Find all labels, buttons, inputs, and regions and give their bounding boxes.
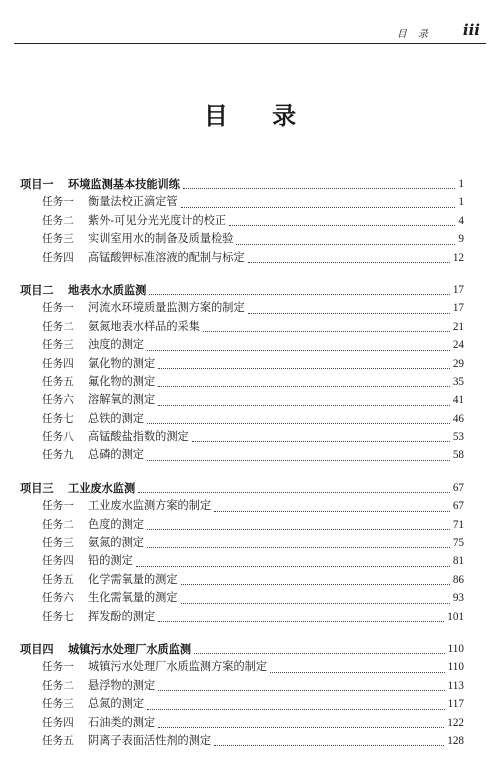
- dot-leader: [147, 529, 450, 530]
- task-number: 任务五: [42, 375, 74, 388]
- dot-leader: [147, 460, 450, 461]
- task-title: 高锰酸盐指数的测定: [88, 430, 189, 444]
- dot-leader: [236, 244, 455, 245]
- toc-entry-lead: [42, 732, 211, 750]
- toc-task-entry[interactable]: [20, 589, 464, 607]
- page-number: 41: [452, 394, 464, 407]
- toc-entry-lead: [20, 175, 180, 194]
- page-number: 71: [452, 518, 464, 531]
- task-title: 总铁的测定: [88, 411, 144, 425]
- task-title: 氟化物的测定: [88, 374, 156, 388]
- task-title: 色度的测定: [88, 517, 144, 531]
- task-title: 高锰酸钾标准溶液的配制与标定: [88, 250, 245, 264]
- toc-entry-lead: [42, 534, 144, 552]
- task-number: 任务二: [42, 679, 74, 692]
- page-number: 101: [447, 610, 464, 623]
- task-title: 挥发酚的测定: [88, 609, 156, 623]
- task-number: 任务一: [42, 500, 74, 513]
- toc-entry-lead: [42, 391, 155, 409]
- project-title: 城镇污水处理厂水质监测: [68, 641, 192, 656]
- task-title: 衡量法校正滴定管: [88, 195, 178, 209]
- toc-entry-lead: [42, 249, 245, 267]
- toc-entry-lead: [42, 571, 178, 589]
- toc-entry-lead: [20, 281, 146, 300]
- task-title: 氨氮的测定: [88, 536, 144, 550]
- toc-task-entry[interactable]: [20, 714, 464, 732]
- task-number: 任务三: [42, 233, 74, 246]
- dot-leader: [248, 313, 450, 314]
- toc-entry-lead: [42, 446, 144, 464]
- toc-task-entry[interactable]: [20, 571, 464, 589]
- task-title: 阴离子表面活性剂的测定: [88, 733, 212, 747]
- toc-project-entry[interactable]: [20, 479, 464, 497]
- task-number: 任务七: [42, 412, 74, 425]
- task-number: 任务三: [42, 537, 74, 550]
- page-number: 58: [452, 449, 464, 462]
- dot-leader: [158, 386, 450, 387]
- toc-section: [20, 640, 464, 750]
- dot-leader: [158, 405, 450, 406]
- task-number: 任务二: [42, 518, 74, 531]
- task-number: 任务五: [42, 734, 74, 747]
- page-number: 24: [452, 339, 464, 352]
- toc-entry-lead: [42, 193, 178, 211]
- toc-entry-lead: [42, 552, 133, 570]
- toc-task-entry[interactable]: [20, 446, 464, 464]
- header-label: 目 录: [396, 29, 432, 40]
- dot-leader: [149, 294, 450, 295]
- toc-task-entry[interactable]: [20, 677, 464, 695]
- toc-task-entry[interactable]: [20, 355, 464, 373]
- task-title: 总氮的测定: [88, 697, 144, 711]
- project-number: 项目三: [20, 481, 54, 495]
- task-number: 任务六: [42, 592, 74, 605]
- toc-entry-lead: [42, 212, 226, 230]
- toc-task-entry[interactable]: [20, 552, 464, 570]
- page-number: 75: [452, 537, 464, 550]
- page-number: 17: [452, 283, 464, 296]
- toc-task-entry[interactable]: [20, 299, 464, 317]
- toc-task-entry[interactable]: [20, 732, 464, 750]
- task-number: 任务四: [42, 555, 74, 568]
- dot-leader: [136, 566, 450, 567]
- toc-task-entry[interactable]: [20, 658, 464, 676]
- page-number: 93: [452, 592, 464, 605]
- dot-leader: [229, 225, 455, 226]
- toc-task-entry[interactable]: [20, 230, 464, 248]
- task-number: 任务一: [42, 302, 74, 315]
- task-title: 城镇污水处理厂水质监测方案的制定: [88, 660, 268, 674]
- dot-leader: [194, 653, 445, 654]
- project-number: 项目二: [20, 283, 54, 297]
- toc-entry-lead: [42, 695, 144, 713]
- dot-leader: [138, 492, 450, 493]
- project-title: 地表水水质监测: [68, 282, 147, 297]
- toc-entry-lead: [42, 658, 267, 676]
- page-number: 128: [447, 734, 464, 747]
- task-number: 任务八: [42, 431, 74, 444]
- dot-leader: [214, 745, 444, 746]
- task-number: 任务三: [42, 339, 74, 352]
- task-number: 任务四: [42, 716, 74, 729]
- page-number: 122: [447, 716, 464, 729]
- page-number: 9: [458, 233, 464, 246]
- dot-leader: [181, 584, 450, 585]
- page-number: 46: [452, 412, 464, 425]
- toc-task-entry[interactable]: [20, 336, 464, 354]
- task-title: 氯化物的测定: [88, 356, 156, 370]
- task-title: 实训室用水的制备及质量检验: [88, 232, 234, 246]
- toc-project-entry[interactable]: [20, 640, 464, 658]
- toc-entry-lead: [20, 640, 191, 659]
- project-title: 环境监测基本技能训练: [68, 177, 180, 191]
- page-number: 17: [452, 302, 464, 315]
- toc-entry-lead: [42, 410, 144, 428]
- running-header: [14, 22, 486, 44]
- task-title: 溶解氧的测定: [88, 393, 156, 407]
- dot-leader: [203, 331, 450, 332]
- toc-entry-lead: [42, 336, 144, 354]
- dot-leader: [147, 423, 450, 424]
- task-number: 任务六: [42, 394, 74, 407]
- page-number: 67: [452, 481, 464, 494]
- task-number: 任务九: [42, 449, 74, 462]
- task-number: 任务一: [42, 661, 74, 674]
- page-number: 35: [452, 375, 464, 388]
- toc-task-entry[interactable]: [20, 318, 464, 336]
- toc-entry-lead: [20, 479, 135, 498]
- toc-task-entry[interactable]: [20, 428, 464, 446]
- task-title: 生化需氧量的测定: [88, 591, 178, 605]
- dot-leader: [158, 690, 445, 691]
- page-number: 113: [447, 679, 464, 692]
- toc-task-entry[interactable]: [20, 534, 464, 552]
- task-number: 任务一: [42, 196, 74, 209]
- toc-entry-lead: [42, 516, 144, 534]
- toc-task-entry[interactable]: [20, 391, 464, 409]
- toc-project-entry[interactable]: [20, 281, 464, 299]
- task-number: 任务五: [42, 573, 74, 586]
- project-title: 工业废水监测: [68, 480, 136, 495]
- task-title: 总磷的测定: [88, 448, 144, 462]
- page-number: 67: [452, 500, 464, 513]
- task-number: 任务二: [42, 320, 74, 333]
- dot-leader: [270, 672, 445, 673]
- toc-entry-lead: [42, 428, 189, 446]
- toc-project-entry[interactable]: [20, 175, 464, 193]
- page-number: 1: [458, 178, 464, 190]
- page-number: 117: [447, 698, 464, 711]
- page-number: 81: [452, 555, 464, 568]
- page-number: 110: [447, 642, 464, 655]
- toc-entry-lead: [42, 714, 155, 732]
- toc-task-entry[interactable]: [20, 373, 464, 391]
- toc-entry-lead: [42, 355, 155, 373]
- toc-task-entry[interactable]: [20, 695, 464, 713]
- toc-entry-lead: [42, 373, 155, 391]
- dot-leader: [147, 709, 445, 710]
- task-title: 化学需氧量的测定: [88, 572, 178, 586]
- task-title: 浊度的测定: [88, 338, 144, 352]
- toc-task-entry[interactable]: [20, 212, 464, 230]
- task-number: 任务四: [42, 357, 74, 370]
- project-number: 项目四: [20, 642, 54, 656]
- task-title: 铅的测定: [88, 554, 133, 568]
- task-number: 任务二: [42, 214, 74, 227]
- dot-leader: [181, 603, 450, 604]
- task-title: 氨氮地表水样品的采集: [88, 319, 200, 333]
- table-of-contents: [20, 175, 464, 764]
- task-number: 任务四: [42, 251, 74, 264]
- toc-entry-lead: [42, 318, 200, 336]
- dot-leader: [214, 511, 450, 512]
- toc-task-entry[interactable]: [20, 249, 464, 267]
- dot-leader: [248, 262, 450, 263]
- page-number: 21: [452, 320, 464, 333]
- toc-entry-lead: [42, 299, 245, 317]
- toc-task-entry[interactable]: [20, 410, 464, 428]
- toc-entry-lead: [42, 230, 233, 248]
- toc-task-entry[interactable]: [20, 608, 464, 626]
- task-title: 工业废水监测方案的制定: [88, 499, 212, 513]
- toc-section: [20, 281, 464, 465]
- dot-leader: [158, 621, 444, 622]
- dot-leader: [183, 188, 455, 189]
- project-number: 项目一: [20, 178, 54, 191]
- toc-entry-lead: [42, 589, 178, 607]
- task-title: 河流水环境质量监测方案的制定: [88, 301, 245, 315]
- toc-entry-lead: [42, 677, 155, 695]
- page-number: 110: [447, 661, 464, 674]
- dot-leader: [147, 350, 450, 351]
- task-title: 石油类的测定: [88, 715, 156, 729]
- dot-leader: [192, 441, 450, 442]
- dot-leader: [158, 368, 450, 369]
- dot-leader: [158, 727, 444, 728]
- header-rule: [14, 43, 486, 44]
- toc-section: [20, 479, 464, 626]
- task-number: 任务三: [42, 698, 74, 711]
- page-number: 86: [452, 573, 464, 586]
- page-number: 1: [458, 196, 464, 209]
- toc-entry-lead: [42, 497, 211, 515]
- task-number: 任务七: [42, 610, 74, 623]
- dot-leader: [147, 547, 450, 548]
- toc-section: [20, 175, 464, 267]
- toc-task-entry[interactable]: [20, 193, 464, 211]
- task-title: 紫外-可见分光光度计的校正: [88, 213, 227, 227]
- toc-task-entry[interactable]: [20, 497, 464, 515]
- page-number: 4: [458, 214, 464, 227]
- page-number: 53: [452, 431, 464, 444]
- toc-entry-lead: [42, 608, 155, 626]
- page-number: 12: [452, 251, 464, 264]
- page-number: 29: [452, 357, 464, 370]
- dot-leader: [181, 207, 455, 208]
- toc-task-entry[interactable]: [20, 516, 464, 534]
- header-page-numeral: iii: [462, 21, 480, 39]
- task-title: 悬浮物的测定: [88, 678, 156, 692]
- page-title: 目 录: [203, 101, 315, 130]
